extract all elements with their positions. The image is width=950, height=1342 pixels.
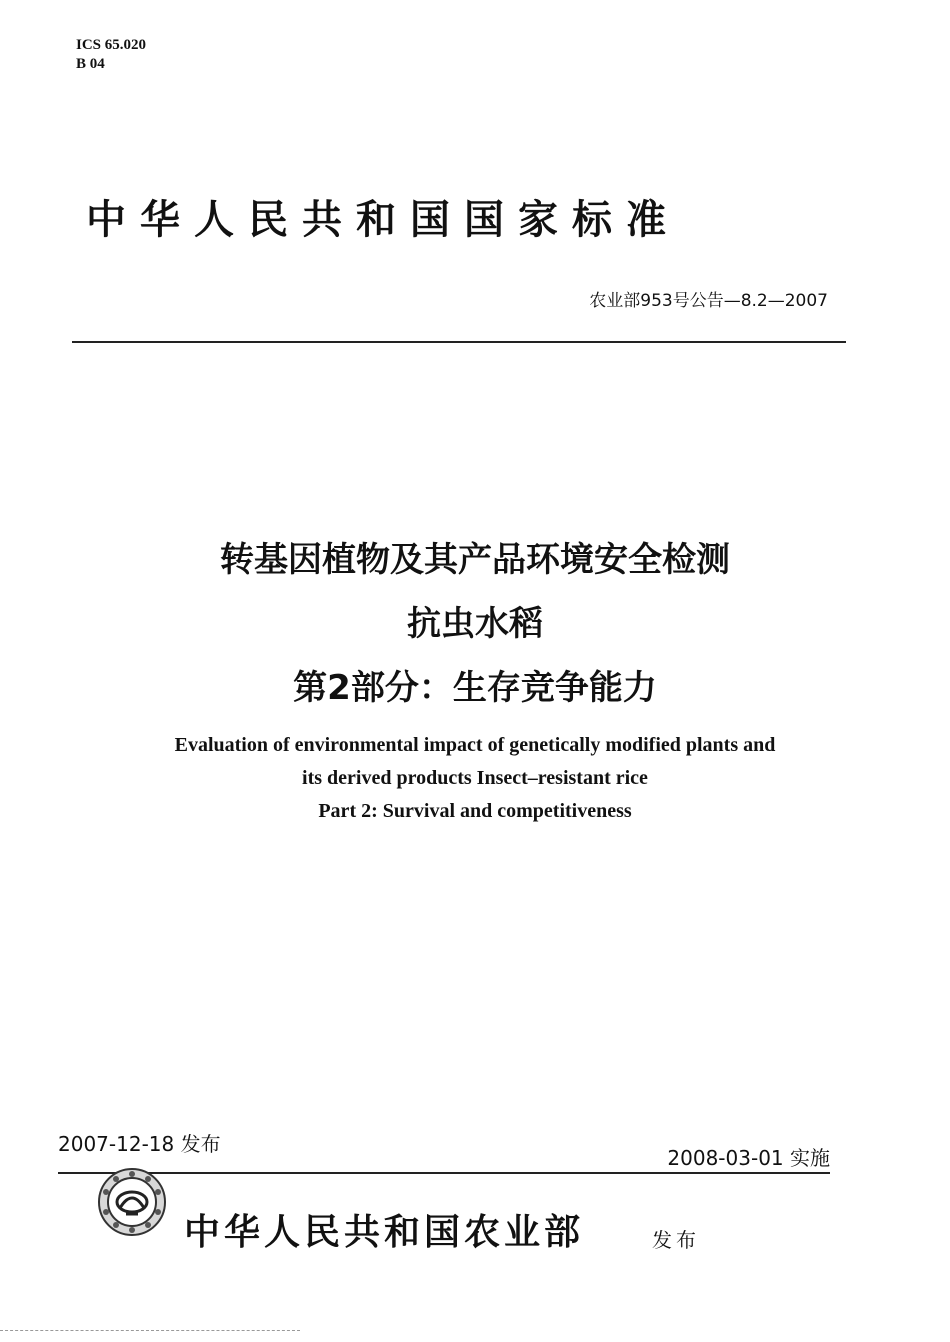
issued-label: 发布 [652, 1228, 700, 1252]
cn-title-line-3: 第2部分：生存竞争能力 [293, 668, 657, 708]
en-title-line-1: Evaluation of environmental impact of genetically modified plants and [174, 734, 776, 756]
issue-date: 2007-12-18 发布 [58, 1132, 221, 1156]
ics-code: ICS 65.020 [76, 37, 147, 53]
en-title-line-3: Part 2: Survival and competitiveness [318, 800, 632, 822]
header-divider [72, 341, 846, 343]
standard-number: 农业部953号公告—8.2—2007 [589, 291, 828, 311]
category-code: B 04 [76, 56, 105, 72]
ics-block [76, 36, 146, 74]
implementation-date: 2008-03-01 实施 [667, 1146, 830, 1170]
page-edge-line [0, 1330, 300, 1331]
national-standard-title: 中华人民共和国国家标准 [86, 196, 680, 243]
cn-title-line-1: 转基因植物及其产品环境安全检测 [220, 540, 730, 580]
footer-divider [58, 1172, 830, 1174]
issuing-ministry: 中华人民共和国农业部 [184, 1211, 585, 1253]
ministry-emblem-icon [96, 1166, 168, 1238]
cn-title-line-2: 抗虫水稻 [407, 604, 543, 644]
en-title-line-2: its derived products Insect–resistant rice [302, 767, 648, 789]
